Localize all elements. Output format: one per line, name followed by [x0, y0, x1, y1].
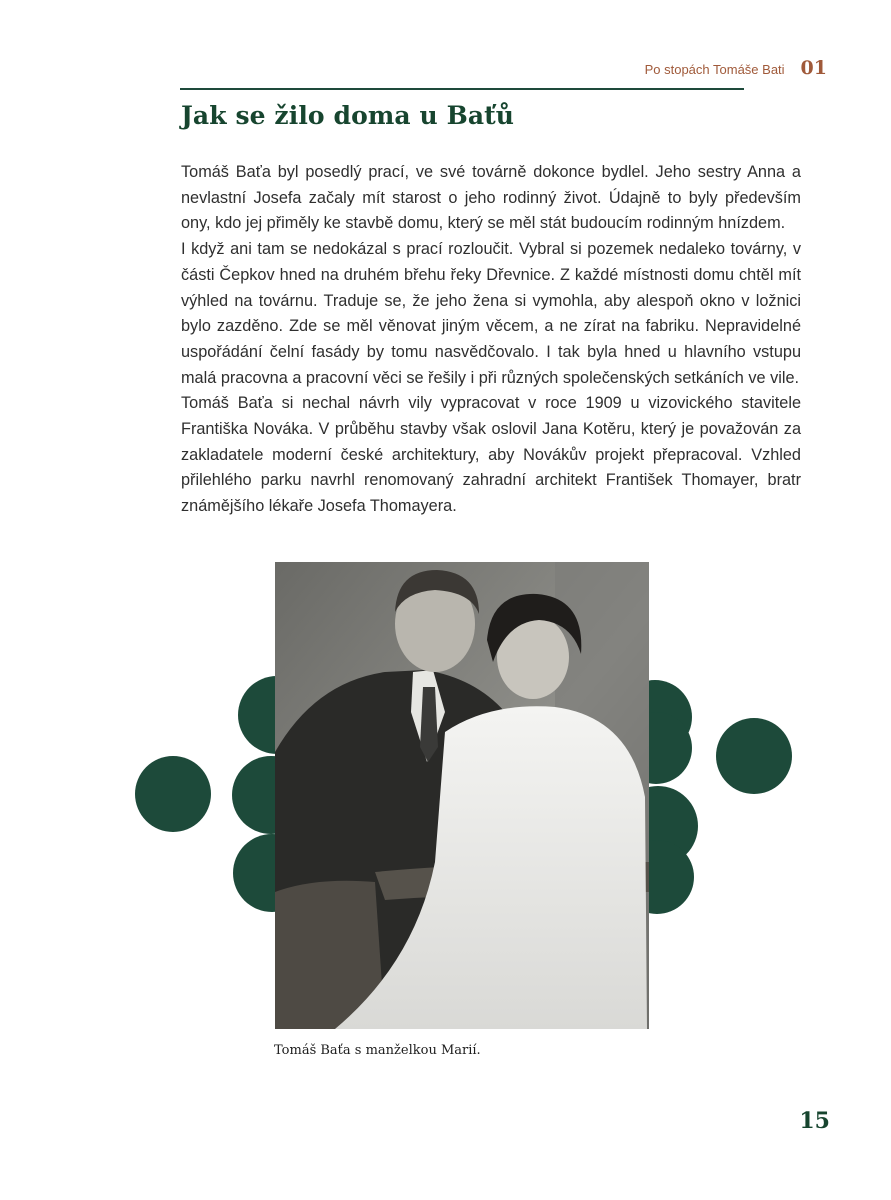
page-number: 15 [799, 1108, 830, 1134]
article-body [181, 160, 801, 520]
photo-caption: Tomáš Baťa s manželkou Marií. [274, 1043, 481, 1058]
portrait-illustration [275, 562, 649, 1029]
header-rule [180, 88, 744, 90]
portrait-photo [275, 562, 649, 1029]
paragraph: Tomáš Baťa si nechal návrh vily vypracovat v roce 1909 u vizovického stavitele Františka Nováka. V průběhu stavby však oslovil Jana Kotěru, který je považován za zakladatele moderní české architektury, aby Novákův projekt přepracoval. Vzhled přilehlého parku navrhl renomovaný zahradní architekt František Thomayer, bratr známějšího lékaře Josefa Thomayera. [181, 394, 801, 516]
section-number: 01 [800, 57, 827, 79]
page-heading: Jak se žilo doma u Baťů [181, 101, 515, 130]
paragraph: I když ani tam se nedokázal s prací rozloučit. Vybral si pozemek nedaleko továrny, v části Čepkov hned na druhém břehu řeky Dřevnice. Z každé místnosti domu chtěl mít výhled na továrnu. Traduje se, že jeho žena si vymohla, aby alespoň okno v ložnici bylo zazděno. Zde se měl věnovat jiným věcem, a ne zírat na fabriku. Nepravidelné uspořádání čelní fasády by tomu nasvědčovalo. I tak byla hned u hlavního vstupu malá pracovna a pracovní věci se řešily i při různých společenských setkáních ve vile. [181, 240, 801, 387]
paragraph: Tomáš Baťa byl posedlý prací, ve své továrně dokonce bydlel. Jeho sestry Anna a nevlastní Josefa začaly mít starost o jeho rodinný život. Údajně to byly především ony, kdo jej přiměly ke stavbě domu, který se měl stát budoucím rodinným hnízdem. [181, 163, 801, 233]
running-header [645, 57, 827, 79]
decorative-dot [716, 718, 792, 794]
decorative-dot [135, 756, 211, 832]
section-title: Po stopách Tomáše Bati [644, 62, 785, 77]
